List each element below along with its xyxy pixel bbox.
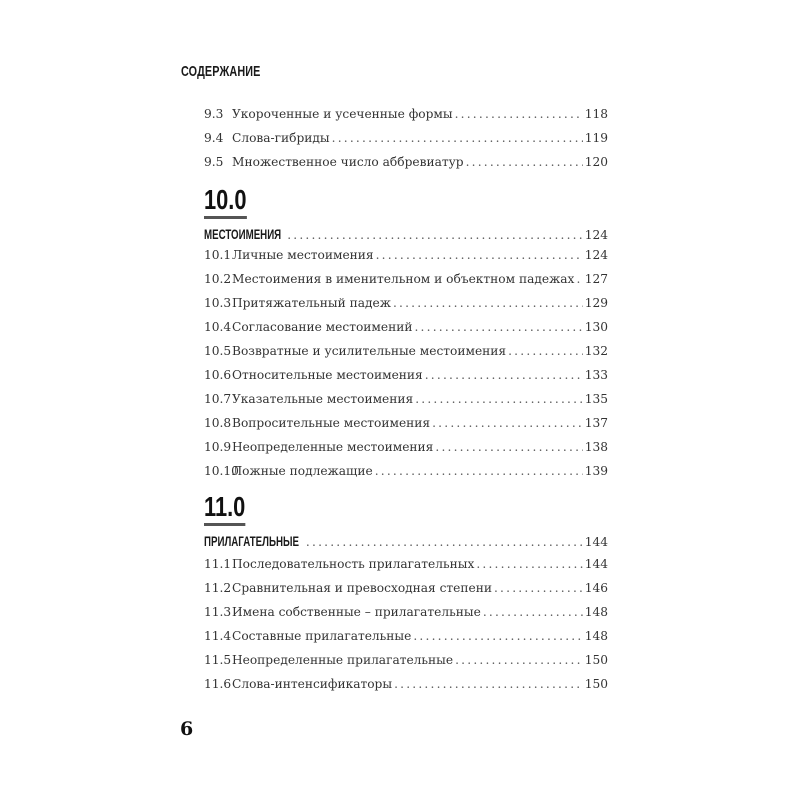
- toc-entry[interactable]: [204, 344, 608, 364]
- entry-number: 9.3: [204, 107, 224, 121]
- entry-title: Сравнительная и превосходная степени: [232, 581, 492, 595]
- entry-title: Составные прилагательные: [232, 629, 412, 643]
- entry-number: 9.4: [204, 131, 224, 145]
- leader-dots: [455, 107, 583, 121]
- entry-number: 9.5: [204, 155, 224, 169]
- leader-dots: [494, 581, 583, 595]
- page-ref: 129: [584, 296, 608, 310]
- entry-number: 10.6: [204, 368, 232, 382]
- page-ref: 144: [584, 557, 608, 571]
- section-title: МЕСТОИМЕНИЯ: [204, 227, 282, 242]
- toc-entry[interactable]: [204, 368, 608, 388]
- toc-entry[interactable]: [204, 416, 608, 436]
- page-number: 6: [180, 718, 194, 740]
- entry-number: 10.4: [204, 320, 232, 334]
- leader-dots: [332, 131, 583, 145]
- page-ref: 150: [584, 677, 608, 691]
- entry-number: 11.6: [204, 677, 232, 691]
- leader-dots: [425, 368, 583, 382]
- leader-dots: [415, 392, 583, 406]
- leader-dots: [508, 344, 583, 358]
- page-ref: 148: [584, 629, 608, 643]
- leader-dots: [466, 155, 583, 169]
- entry-number: 10.5: [204, 344, 232, 358]
- toc-section-heading[interactable]: [204, 534, 608, 554]
- entry-title: Имена собственные – прилагательные: [232, 605, 481, 619]
- entry-title: Вопросительные местоимения: [232, 416, 431, 430]
- toc-entry[interactable]: [204, 581, 608, 601]
- leader-dots: [432, 416, 583, 430]
- entry-number: 11.2: [204, 581, 232, 595]
- entry-title: Указательные местоимения: [232, 392, 414, 406]
- toc-entry[interactable]: [204, 464, 608, 484]
- page-ref: 119: [584, 131, 608, 145]
- toc-entry[interactable]: [204, 653, 608, 673]
- running-header: СОДЕРЖАНИЕ: [181, 63, 261, 80]
- toc-entry[interactable]: [204, 557, 608, 577]
- leader-dots: [287, 228, 583, 242]
- leader-dots: [483, 605, 583, 619]
- entry-title: Множественное число аббревиатур: [232, 155, 464, 169]
- page-ref: 124: [584, 248, 608, 262]
- entry-title: Согласование местоимений: [232, 320, 413, 334]
- entry-number: 11.5: [204, 653, 232, 667]
- page-ref: 148: [584, 605, 608, 619]
- page-ref: 144: [584, 535, 608, 549]
- entry-number: 11.3: [204, 605, 232, 619]
- toc-entry[interactable]: [204, 605, 608, 625]
- entry-title: Слова-интенсификаторы: [232, 677, 393, 691]
- toc-entry[interactable]: [204, 248, 608, 268]
- toc-section-heading[interactable]: [204, 227, 608, 247]
- entry-title: Неопределенные прилагательные: [232, 653, 454, 667]
- leader-dots: [393, 296, 583, 310]
- entry-title: Ложные подлежащие: [232, 464, 373, 478]
- toc-entry[interactable]: [204, 320, 608, 340]
- page-ref: 124: [584, 228, 608, 242]
- toc-entry[interactable]: [204, 131, 608, 151]
- page-ref: 130: [584, 320, 608, 334]
- entry-number: 10.1: [204, 248, 232, 262]
- page-ref: 139: [584, 464, 608, 478]
- entry-title: Местоимения в именительном и объектном падежах: [232, 272, 575, 286]
- leader-dots: [306, 535, 583, 549]
- entry-title: Последовательность прилагательных: [232, 557, 475, 571]
- entry-title: Личные местоимения: [232, 248, 374, 262]
- toc-entry[interactable]: [204, 629, 608, 649]
- chapter-number: 11.0: [204, 493, 245, 526]
- toc-entry[interactable]: [204, 107, 608, 127]
- leader-dots: [455, 653, 583, 667]
- entry-title: Укороченные и усеченные формы: [232, 107, 453, 121]
- page-ref: 137: [584, 416, 608, 430]
- page-ref: 138: [584, 440, 608, 454]
- leader-dots: [375, 464, 583, 478]
- toc-entry[interactable]: [204, 440, 608, 460]
- leader-dots: [435, 440, 582, 454]
- leader-dots: [376, 248, 583, 262]
- page-ref: 150: [584, 653, 608, 667]
- leader-dots: [394, 677, 583, 691]
- leader-dots: [576, 272, 582, 286]
- entry-number: 10.9: [204, 440, 232, 454]
- page-ref: 120: [584, 155, 608, 169]
- entry-number: 10.2: [204, 272, 232, 286]
- page-ref: 127: [584, 272, 608, 286]
- toc-entry[interactable]: [204, 392, 608, 412]
- chapter-number: 10.0: [204, 186, 247, 219]
- entry-number: 11.4: [204, 629, 232, 643]
- entry-number: 10.10: [204, 464, 239, 478]
- entry-number: 10.8: [204, 416, 232, 430]
- leader-dots: [413, 629, 582, 643]
- toc-entry[interactable]: [204, 296, 608, 316]
- toc-entry[interactable]: [204, 155, 608, 175]
- page-ref: 146: [584, 581, 608, 595]
- entry-number: 10.7: [204, 392, 232, 406]
- leader-dots: [414, 320, 582, 334]
- entry-number: 10.3: [204, 296, 232, 310]
- entry-title: Возвратные и усилительные местоимения: [232, 344, 507, 358]
- page-ref: 135: [584, 392, 608, 406]
- entry-number: 11.1: [204, 557, 232, 571]
- section-title: ПРИЛАГАТЕЛЬНЫЕ: [204, 534, 299, 549]
- page-ref: 133: [584, 368, 608, 382]
- entry-title: Слова-гибриды: [232, 131, 330, 145]
- page-ref: 118: [584, 107, 608, 121]
- toc-entry[interactable]: [204, 677, 608, 697]
- entry-title: Неопределенные местоимения: [232, 440, 434, 454]
- leader-dots: [476, 557, 582, 571]
- toc-entry[interactable]: [204, 272, 608, 292]
- page-ref: 132: [584, 344, 608, 358]
- entry-title: Притяжательный падеж: [232, 296, 391, 310]
- entry-title: Относительные местоимения: [232, 368, 423, 382]
